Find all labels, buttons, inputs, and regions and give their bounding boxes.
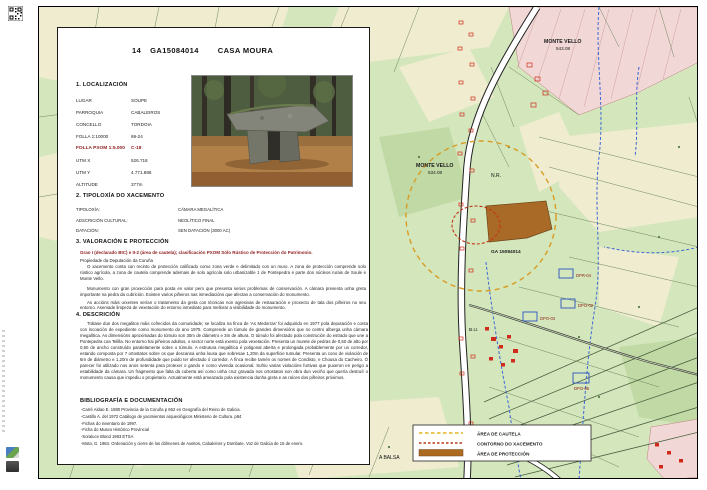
tipo-row: DATACIÓN: SEN DATACIÓN (3000 AC) xyxy=(76,228,231,234)
dolmen-photo-illustration xyxy=(192,76,352,186)
bib-item: -Mota, G. 1984. Ordenación y cierre de los dólmenes de Axeitos, Cabaleiros y Dombate. Voz de Galicia de 15 de enero. xyxy=(81,440,304,446)
label-a-balsa: A BALSA xyxy=(379,455,400,461)
bib-item: -Soraluce Blond 1983 ETSA xyxy=(81,434,134,440)
loc-row: FOLLA 1:10000 69-24 xyxy=(76,134,143,140)
footer-emblem-icon xyxy=(6,447,19,458)
tipo-row: TIPOLOXÍA: CÁMARA MEGALÍTICA xyxy=(76,206,224,212)
ficha-code: GA15084014 xyxy=(150,46,199,55)
ficha-title xyxy=(132,46,282,55)
localizacion-table xyxy=(76,95,186,190)
marker-label: DPR-04 xyxy=(576,273,591,278)
loc-row: UTM Y 4.771.886 xyxy=(76,169,152,175)
marker-label: DPO-05 xyxy=(574,386,590,391)
valoracion-grao: Grao I (declarado BIC) e II-2 (área de cautela); clasificación PXOM Sólo Rústico de Protección do Patrimonio. xyxy=(80,250,313,255)
label-bu: B.U. xyxy=(469,328,479,333)
loc-row-pxom-highlight: FOLLA PXOM 1:5.000 C-18 xyxy=(76,146,142,151)
bib-item: -Carré Aldao E. 1980 Provincia de la Coruña p 662 en Geografía del Reino de Galicia. xyxy=(81,407,241,412)
label-site-code: GA 15084014 xyxy=(491,250,521,255)
loc-row: PARROQUIA CABALEIROS xyxy=(76,110,161,116)
ficha-number: 14 xyxy=(132,46,142,55)
map-legend xyxy=(413,425,591,461)
ficha-panel xyxy=(57,27,370,465)
label-monte-vello-top-elev: 543.08 xyxy=(556,46,571,51)
section-valoracion-header: 3. VALORACIÓN E PROTECCIÓN xyxy=(76,239,169,245)
label-monte-vello-top: MONTE VELLO xyxy=(544,39,582,45)
legend-cautela-label: ÁREA DE CAUTELA xyxy=(477,431,521,437)
tipo-row: ADSCRICIÓN CULTURAL: NEOLÍTICO FINAL xyxy=(76,217,215,223)
marker-label: DPO-03 xyxy=(540,316,556,321)
marker-label: DPO-02 xyxy=(578,303,594,308)
loc-row: UTM X 526.718 xyxy=(76,157,148,163)
ficha-name: CASA MOURA xyxy=(217,46,274,55)
loc-row: LUGAR SOUPE xyxy=(76,98,148,104)
descricion-text: Trátase dun dos megalitos máis coñecidos da comunidade; se localiza na finca de 'As Medorras' foi adquirido en 1977 pola deputación e conta con incoación de expediente como monumento do ano 1975. Comprende un túmulo de grandes dimensións que no centro alberga unha cámara megalítica. As dimensións aproximadas do túmulo son 30m de diámetro e 3m de altura. O túmulo foi afectado pola construción do estrado que une a Pontepedra coa Telilla. No entorno hai piñeiros adultos, o sector norte está exento pola vexetación. Presenta un murete de pedras de 0,50 de alto por 0,60 de ancho construído paralelamente sobre o túmulo. A estrutura megalítica é poligonal aberta e prolongada probablemente por un corredor, estando composta por 7 ortostatos sobre os que descansa unha lousa que sobresae 1,20m da superficie tumular. Presenta un cono de violación de 6m de diámetro e 1,20m de profundidade que puido ter afectado ó corredor. A finca recibe tamén os nomes de Condisto, e Chousa do Cacheiro. Ó parecer foi utilizado nos anos setenta para protexer o gando e como vivenda ocasional. Sufriu varias violacións furtivas que puxeron en perigo a estabilidade da cámara. Un fragmento que falta da cuberta así como unha cruz gravada nos ortostatos son obra dun veciño que quería destruír o monumento causa que impediu o propietario. Actualmente está ameazado pola existencia dunha greta e as raíces dos piñeiros próximos. xyxy=(80,321,368,380)
bib-item: -Ficha do Museo Histórico Provincial xyxy=(81,427,149,433)
label-monte-vello-mid: MONTE VELLO xyxy=(416,163,454,169)
bibliografia-list xyxy=(81,407,369,448)
footer-emblem-icon xyxy=(6,461,19,472)
valoracion-propiedade: Propiedade da Deputación da Coruña xyxy=(80,257,153,263)
tipoloxia-table xyxy=(76,204,306,236)
label-monte-vello-mid-elev: 534.08 xyxy=(428,170,443,175)
loc-row: CONCELLO TORDOIA xyxy=(76,122,152,128)
section-bibliografia-header: BIBLIOGRAFÍA E DOCUMENTACIÓN xyxy=(80,398,183,404)
loc-row: ALTITUDE 377m xyxy=(76,181,143,187)
section-localizacion-header: 1. LOCALIZACIÓN xyxy=(76,82,128,88)
section-descricion-header: 4. DESCRICIÓN xyxy=(76,312,120,318)
legend-proteccion-label: ÁREA DE PROTECCIÓN xyxy=(477,451,530,457)
valoracion-paragraph-1: O xacemento conta cun recinto de protección calificado como zona verde e delimitado con un muro. A zona de protección comprende solo rústico agrícola, a zona de cautela comprende ademais de solo agrícola solo urbanizable 1 de Pontepedra e parte dos núcleos rurais de Soule e Monte Vello. xyxy=(80,264,366,281)
legend-contorno-label: CONTORNO DO XACEMENTO xyxy=(477,441,543,447)
section-tipoloxia-header: 2. TIPOLOXÍA DO XACEMENTO xyxy=(76,193,165,199)
margin-microtext xyxy=(2,330,5,435)
valoracion-paragraph-3: As accións máis urxentes serían o tratamento da greta con técnicas non agresivas de restauración e proxecto de tala dos piñeiros no seu entorno. Asemade limpeza de vexetación do entorno inmediato para mellorar a visibilidade do monumento. xyxy=(80,299,366,311)
site-photo xyxy=(191,75,353,187)
label-nr: N.R. xyxy=(491,173,501,179)
bib-item: -Castillo A. del 1972 Catálogo de yacimientos arqueológicos Ministerio de Cultura. p84 xyxy=(81,413,242,419)
valoracion-paragraph-2: Monumento con gran proxección para posta en valor pero que presenta serios problemas de conservación. A cámara presenta unha greta importante na pedra da cubrición. Existen varios piñeiros nas inmediacións que afectan a conservación do monumento. xyxy=(80,286,366,297)
legend-proteccion-swatch-icon xyxy=(419,450,463,457)
bib-item: -Fichas do inventario de 1997. xyxy=(81,420,138,426)
qr-code xyxy=(8,6,23,26)
